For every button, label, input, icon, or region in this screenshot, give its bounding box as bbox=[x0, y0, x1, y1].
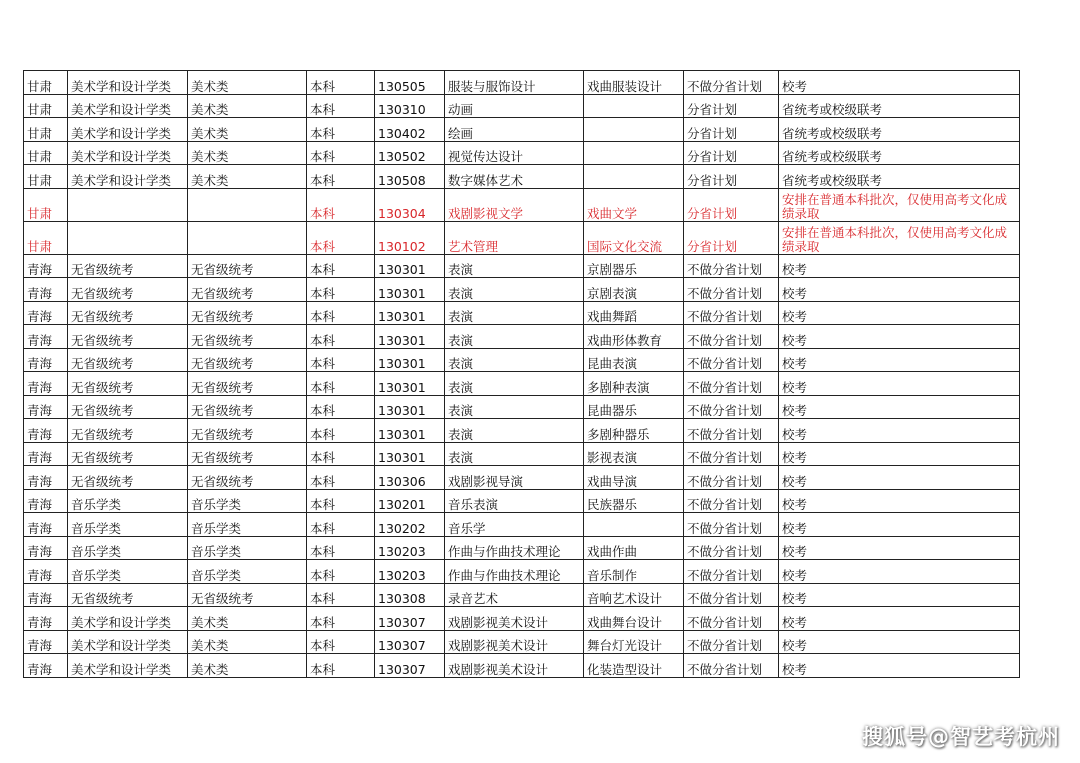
cell-category: 无省级统考 bbox=[68, 442, 188, 466]
cell-major: 表演 bbox=[445, 395, 584, 419]
table-row bbox=[24, 395, 1020, 419]
cell-province: 青海 bbox=[24, 607, 68, 631]
table-row bbox=[24, 442, 1020, 466]
cell-subcategory: 无省级统考 bbox=[188, 395, 307, 419]
cell-level: 本科 bbox=[307, 221, 375, 254]
cell-major: 戏剧影视文学 bbox=[445, 188, 584, 221]
cell-plan: 不做分省计划 bbox=[684, 442, 779, 466]
cell-major-code: 130202 bbox=[375, 513, 445, 537]
cell-direction: 戏曲舞台设计 bbox=[584, 607, 684, 631]
cell-level: 本科 bbox=[307, 489, 375, 513]
cell-level: 本科 bbox=[307, 607, 375, 631]
cell-subcategory: 无省级统考 bbox=[188, 301, 307, 325]
cell-exam-type: 省统考或校级联考 bbox=[779, 118, 1020, 142]
cell-level: 本科 bbox=[307, 583, 375, 607]
cell-subcategory bbox=[188, 221, 307, 254]
cell-major: 表演 bbox=[445, 442, 584, 466]
table-row bbox=[24, 188, 1020, 221]
table-row bbox=[24, 325, 1020, 349]
cell-exam-type: 校考 bbox=[779, 278, 1020, 302]
cell-major-code: 130301 bbox=[375, 442, 445, 466]
cell-exam-type: 校考 bbox=[779, 325, 1020, 349]
cell-major: 戏剧影视美术设计 bbox=[445, 654, 584, 678]
cell-level: 本科 bbox=[307, 395, 375, 419]
cell-province: 青海 bbox=[24, 325, 68, 349]
cell-major: 表演 bbox=[445, 419, 584, 443]
cell-major-code: 130301 bbox=[375, 278, 445, 302]
cell-plan: 分省计划 bbox=[684, 141, 779, 165]
cell-plan: 分省计划 bbox=[684, 94, 779, 118]
cell-level: 本科 bbox=[307, 630, 375, 654]
cell-major: 表演 bbox=[445, 325, 584, 349]
cell-level: 本科 bbox=[307, 348, 375, 372]
cell-category: 音乐学类 bbox=[68, 513, 188, 537]
cell-level: 本科 bbox=[307, 419, 375, 443]
cell-subcategory: 无省级统考 bbox=[188, 442, 307, 466]
cell-level: 本科 bbox=[307, 560, 375, 584]
cell-subcategory: 无省级统考 bbox=[188, 348, 307, 372]
cell-province: 青海 bbox=[24, 513, 68, 537]
cell-category bbox=[68, 221, 188, 254]
cell-subcategory: 美术类 bbox=[188, 71, 307, 95]
cell-major: 表演 bbox=[445, 372, 584, 396]
cell-major: 表演 bbox=[445, 278, 584, 302]
cell-subcategory: 无省级统考 bbox=[188, 325, 307, 349]
cell-direction: 多剧种器乐 bbox=[584, 419, 684, 443]
cell-level: 本科 bbox=[307, 71, 375, 95]
cell-province: 甘肃 bbox=[24, 221, 68, 254]
cell-major-code: 130301 bbox=[375, 348, 445, 372]
cell-exam-type: 校考 bbox=[779, 71, 1020, 95]
table-row bbox=[24, 372, 1020, 396]
table-row bbox=[24, 466, 1020, 490]
cell-subcategory: 音乐学类 bbox=[188, 489, 307, 513]
cell-category: 无省级统考 bbox=[68, 583, 188, 607]
cell-major: 音乐学 bbox=[445, 513, 584, 537]
cell-major: 戏剧影视美术设计 bbox=[445, 630, 584, 654]
cell-major-code: 130301 bbox=[375, 372, 445, 396]
cell-plan: 不做分省计划 bbox=[684, 71, 779, 95]
cell-major-code: 130505 bbox=[375, 71, 445, 95]
cell-exam-type: 校考 bbox=[779, 466, 1020, 490]
cell-direction: 戏曲服装设计 bbox=[584, 71, 684, 95]
cell-direction: 民族器乐 bbox=[584, 489, 684, 513]
cell-plan: 不做分省计划 bbox=[684, 325, 779, 349]
table-body bbox=[24, 71, 1020, 678]
cell-subcategory: 无省级统考 bbox=[188, 583, 307, 607]
cell-plan: 不做分省计划 bbox=[684, 607, 779, 631]
cell-subcategory: 无省级统考 bbox=[188, 254, 307, 278]
cell-plan: 不做分省计划 bbox=[684, 630, 779, 654]
cell-major: 录音艺术 bbox=[445, 583, 584, 607]
cell-exam-type: 校考 bbox=[779, 654, 1020, 678]
cell-province: 青海 bbox=[24, 442, 68, 466]
cell-province: 青海 bbox=[24, 654, 68, 678]
cell-major-code: 130508 bbox=[375, 165, 445, 189]
cell-province: 青海 bbox=[24, 560, 68, 584]
table-row bbox=[24, 254, 1020, 278]
cell-exam-type: 校考 bbox=[779, 536, 1020, 560]
cell-province: 青海 bbox=[24, 489, 68, 513]
cell-exam-type: 校考 bbox=[779, 419, 1020, 443]
cell-province: 甘肃 bbox=[24, 71, 68, 95]
cell-major: 戏剧影视导演 bbox=[445, 466, 584, 490]
cell-level: 本科 bbox=[307, 513, 375, 537]
cell-exam-type: 校考 bbox=[779, 583, 1020, 607]
cell-plan: 分省计划 bbox=[684, 221, 779, 254]
cell-direction: 戏曲舞蹈 bbox=[584, 301, 684, 325]
cell-category: 无省级统考 bbox=[68, 372, 188, 396]
cell-plan: 不做分省计划 bbox=[684, 278, 779, 302]
cell-plan: 分省计划 bbox=[684, 118, 779, 142]
cell-exam-type: 安排在普通本科批次，仅使用高考文化成绩录取 bbox=[779, 188, 1020, 221]
cell-subcategory: 无省级统考 bbox=[188, 372, 307, 396]
cell-category: 美术学和设计学类 bbox=[68, 141, 188, 165]
cell-subcategory: 无省级统考 bbox=[188, 419, 307, 443]
table-row bbox=[24, 301, 1020, 325]
table-row bbox=[24, 118, 1020, 142]
cell-category: 无省级统考 bbox=[68, 325, 188, 349]
cell-plan: 不做分省计划 bbox=[684, 536, 779, 560]
cell-province: 甘肃 bbox=[24, 118, 68, 142]
cell-direction: 音响艺术设计 bbox=[584, 583, 684, 607]
cell-province: 青海 bbox=[24, 466, 68, 490]
cell-exam-type: 省统考或校级联考 bbox=[779, 165, 1020, 189]
cell-exam-type: 校考 bbox=[779, 607, 1020, 631]
cell-direction: 影视表演 bbox=[584, 442, 684, 466]
cell-plan: 不做分省计划 bbox=[684, 419, 779, 443]
cell-category: 无省级统考 bbox=[68, 254, 188, 278]
cell-category: 音乐学类 bbox=[68, 536, 188, 560]
cell-exam-type: 校考 bbox=[779, 489, 1020, 513]
table-row bbox=[24, 536, 1020, 560]
cell-level: 本科 bbox=[307, 442, 375, 466]
cell-subcategory: 无省级统考 bbox=[188, 278, 307, 302]
cell-category: 无省级统考 bbox=[68, 395, 188, 419]
cell-exam-type: 校考 bbox=[779, 372, 1020, 396]
table-row bbox=[24, 583, 1020, 607]
cell-level: 本科 bbox=[307, 325, 375, 349]
cell-exam-type: 安排在普通本科批次，仅使用高考文化成绩录取 bbox=[779, 221, 1020, 254]
cell-plan: 不做分省计划 bbox=[684, 372, 779, 396]
cell-plan: 不做分省计划 bbox=[684, 654, 779, 678]
table-row bbox=[24, 71, 1020, 95]
cell-plan: 不做分省计划 bbox=[684, 560, 779, 584]
cell-major-code: 130301 bbox=[375, 395, 445, 419]
cell-level: 本科 bbox=[307, 118, 375, 142]
cell-exam-type: 校考 bbox=[779, 513, 1020, 537]
cell-exam-type: 校考 bbox=[779, 442, 1020, 466]
cell-province: 青海 bbox=[24, 372, 68, 396]
cell-major-code: 130307 bbox=[375, 607, 445, 631]
table-row bbox=[24, 278, 1020, 302]
cell-plan: 不做分省计划 bbox=[684, 395, 779, 419]
cell-category: 无省级统考 bbox=[68, 348, 188, 372]
cell-direction bbox=[584, 94, 684, 118]
cell-major-code: 130306 bbox=[375, 466, 445, 490]
cell-major: 作曲与作曲技术理论 bbox=[445, 560, 584, 584]
cell-province: 甘肃 bbox=[24, 188, 68, 221]
cell-major-code: 130201 bbox=[375, 489, 445, 513]
cell-direction: 戏曲文学 bbox=[584, 188, 684, 221]
cell-plan: 不做分省计划 bbox=[684, 489, 779, 513]
cell-major-code: 130402 bbox=[375, 118, 445, 142]
cell-subcategory: 美术类 bbox=[188, 654, 307, 678]
cell-exam-type: 校考 bbox=[779, 348, 1020, 372]
cell-subcategory: 音乐学类 bbox=[188, 513, 307, 537]
cell-category: 无省级统考 bbox=[68, 466, 188, 490]
table-row bbox=[24, 630, 1020, 654]
cell-major: 动画 bbox=[445, 94, 584, 118]
cell-direction bbox=[584, 165, 684, 189]
cell-level: 本科 bbox=[307, 654, 375, 678]
cell-exam-type: 校考 bbox=[779, 254, 1020, 278]
cell-major: 艺术管理 bbox=[445, 221, 584, 254]
table-row bbox=[24, 141, 1020, 165]
cell-category: 美术学和设计学类 bbox=[68, 654, 188, 678]
cell-major-code: 130310 bbox=[375, 94, 445, 118]
cell-level: 本科 bbox=[307, 94, 375, 118]
cell-plan: 不做分省计划 bbox=[684, 301, 779, 325]
cell-major: 数字媒体艺术 bbox=[445, 165, 584, 189]
cell-direction bbox=[584, 118, 684, 142]
cell-province: 青海 bbox=[24, 536, 68, 560]
cell-major: 作曲与作曲技术理论 bbox=[445, 536, 584, 560]
cell-level: 本科 bbox=[307, 466, 375, 490]
cell-level: 本科 bbox=[307, 278, 375, 302]
cell-level: 本科 bbox=[307, 254, 375, 278]
cell-major-code: 130301 bbox=[375, 419, 445, 443]
cell-exam-type: 校考 bbox=[779, 630, 1020, 654]
cell-subcategory: 美术类 bbox=[188, 141, 307, 165]
cell-province: 甘肃 bbox=[24, 165, 68, 189]
cell-exam-type: 省统考或校级联考 bbox=[779, 94, 1020, 118]
cell-direction: 京剧表演 bbox=[584, 278, 684, 302]
table-row bbox=[24, 221, 1020, 254]
cell-exam-type: 校考 bbox=[779, 395, 1020, 419]
cell-major-code: 130304 bbox=[375, 188, 445, 221]
cell-category: 音乐学类 bbox=[68, 489, 188, 513]
cell-category: 无省级统考 bbox=[68, 278, 188, 302]
cell-category: 美术学和设计学类 bbox=[68, 71, 188, 95]
cell-category: 美术学和设计学类 bbox=[68, 165, 188, 189]
cell-level: 本科 bbox=[307, 301, 375, 325]
cell-major: 表演 bbox=[445, 348, 584, 372]
cell-level: 本科 bbox=[307, 536, 375, 560]
cell-major: 音乐表演 bbox=[445, 489, 584, 513]
cell-plan: 不做分省计划 bbox=[684, 513, 779, 537]
cell-plan: 不做分省计划 bbox=[684, 254, 779, 278]
cell-level: 本科 bbox=[307, 188, 375, 221]
cell-major-code: 130307 bbox=[375, 630, 445, 654]
cell-subcategory: 美术类 bbox=[188, 630, 307, 654]
cell-subcategory: 美术类 bbox=[188, 118, 307, 142]
table-row bbox=[24, 560, 1020, 584]
cell-exam-type: 校考 bbox=[779, 301, 1020, 325]
cell-major-code: 130502 bbox=[375, 141, 445, 165]
cell-plan: 分省计划 bbox=[684, 188, 779, 221]
cell-category: 无省级统考 bbox=[68, 419, 188, 443]
cell-category bbox=[68, 188, 188, 221]
cell-province: 青海 bbox=[24, 301, 68, 325]
cell-level: 本科 bbox=[307, 372, 375, 396]
cell-subcategory bbox=[188, 188, 307, 221]
cell-category: 美术学和设计学类 bbox=[68, 94, 188, 118]
cell-exam-type: 校考 bbox=[779, 560, 1020, 584]
cell-exam-type: 省统考或校级联考 bbox=[779, 141, 1020, 165]
cell-category: 无省级统考 bbox=[68, 301, 188, 325]
cell-direction: 昆曲表演 bbox=[584, 348, 684, 372]
cell-direction: 化装造型设计 bbox=[584, 654, 684, 678]
table-row bbox=[24, 348, 1020, 372]
table-row bbox=[24, 165, 1020, 189]
cell-direction: 多剧种表演 bbox=[584, 372, 684, 396]
cell-plan: 分省计划 bbox=[684, 165, 779, 189]
cell-major: 戏剧影视美术设计 bbox=[445, 607, 584, 631]
cell-province: 青海 bbox=[24, 583, 68, 607]
cell-subcategory: 音乐学类 bbox=[188, 536, 307, 560]
cell-province: 青海 bbox=[24, 254, 68, 278]
cell-major: 视觉传达设计 bbox=[445, 141, 584, 165]
cell-plan: 不做分省计划 bbox=[684, 583, 779, 607]
cell-major-code: 130301 bbox=[375, 301, 445, 325]
cell-subcategory: 美术类 bbox=[188, 165, 307, 189]
cell-province: 甘肃 bbox=[24, 141, 68, 165]
cell-direction: 国际文化交流 bbox=[584, 221, 684, 254]
cell-direction: 昆曲器乐 bbox=[584, 395, 684, 419]
cell-subcategory: 无省级统考 bbox=[188, 466, 307, 490]
cell-level: 本科 bbox=[307, 141, 375, 165]
cell-category: 美术学和设计学类 bbox=[68, 607, 188, 631]
table-row bbox=[24, 607, 1020, 631]
cell-province: 青海 bbox=[24, 395, 68, 419]
cell-province: 青海 bbox=[24, 278, 68, 302]
watermark: 搜狐号@智艺考杭州 bbox=[862, 725, 1060, 749]
cell-major: 表演 bbox=[445, 301, 584, 325]
table-row bbox=[24, 513, 1020, 537]
cell-direction: 戏曲作曲 bbox=[584, 536, 684, 560]
cell-major-code: 130102 bbox=[375, 221, 445, 254]
cell-major: 表演 bbox=[445, 254, 584, 278]
cell-subcategory: 美术类 bbox=[188, 607, 307, 631]
admissions-table bbox=[23, 70, 1020, 678]
cell-major: 绘画 bbox=[445, 118, 584, 142]
cell-major-code: 130203 bbox=[375, 560, 445, 584]
table-row bbox=[24, 94, 1020, 118]
cell-major-code: 130203 bbox=[375, 536, 445, 560]
cell-province: 甘肃 bbox=[24, 94, 68, 118]
cell-direction bbox=[584, 141, 684, 165]
cell-direction: 戏曲形体教育 bbox=[584, 325, 684, 349]
cell-category: 美术学和设计学类 bbox=[68, 118, 188, 142]
cell-subcategory: 美术类 bbox=[188, 94, 307, 118]
cell-direction: 戏曲导演 bbox=[584, 466, 684, 490]
cell-direction: 舞台灯光设计 bbox=[584, 630, 684, 654]
cell-category: 音乐学类 bbox=[68, 560, 188, 584]
cell-direction: 京剧器乐 bbox=[584, 254, 684, 278]
cell-direction bbox=[584, 513, 684, 537]
cell-major-code: 130301 bbox=[375, 325, 445, 349]
table-row bbox=[24, 654, 1020, 678]
cell-level: 本科 bbox=[307, 165, 375, 189]
cell-subcategory: 音乐学类 bbox=[188, 560, 307, 584]
cell-major: 服装与服饰设计 bbox=[445, 71, 584, 95]
cell-province: 青海 bbox=[24, 348, 68, 372]
cell-province: 青海 bbox=[24, 419, 68, 443]
cell-plan: 不做分省计划 bbox=[684, 348, 779, 372]
cell-category: 美术学和设计学类 bbox=[68, 630, 188, 654]
cell-major-code: 130307 bbox=[375, 654, 445, 678]
cell-province: 青海 bbox=[24, 630, 68, 654]
cell-direction: 音乐制作 bbox=[584, 560, 684, 584]
cell-major-code: 130301 bbox=[375, 254, 445, 278]
cell-plan: 不做分省计划 bbox=[684, 466, 779, 490]
table-row bbox=[24, 489, 1020, 513]
cell-major-code: 130308 bbox=[375, 583, 445, 607]
table-row bbox=[24, 419, 1020, 443]
